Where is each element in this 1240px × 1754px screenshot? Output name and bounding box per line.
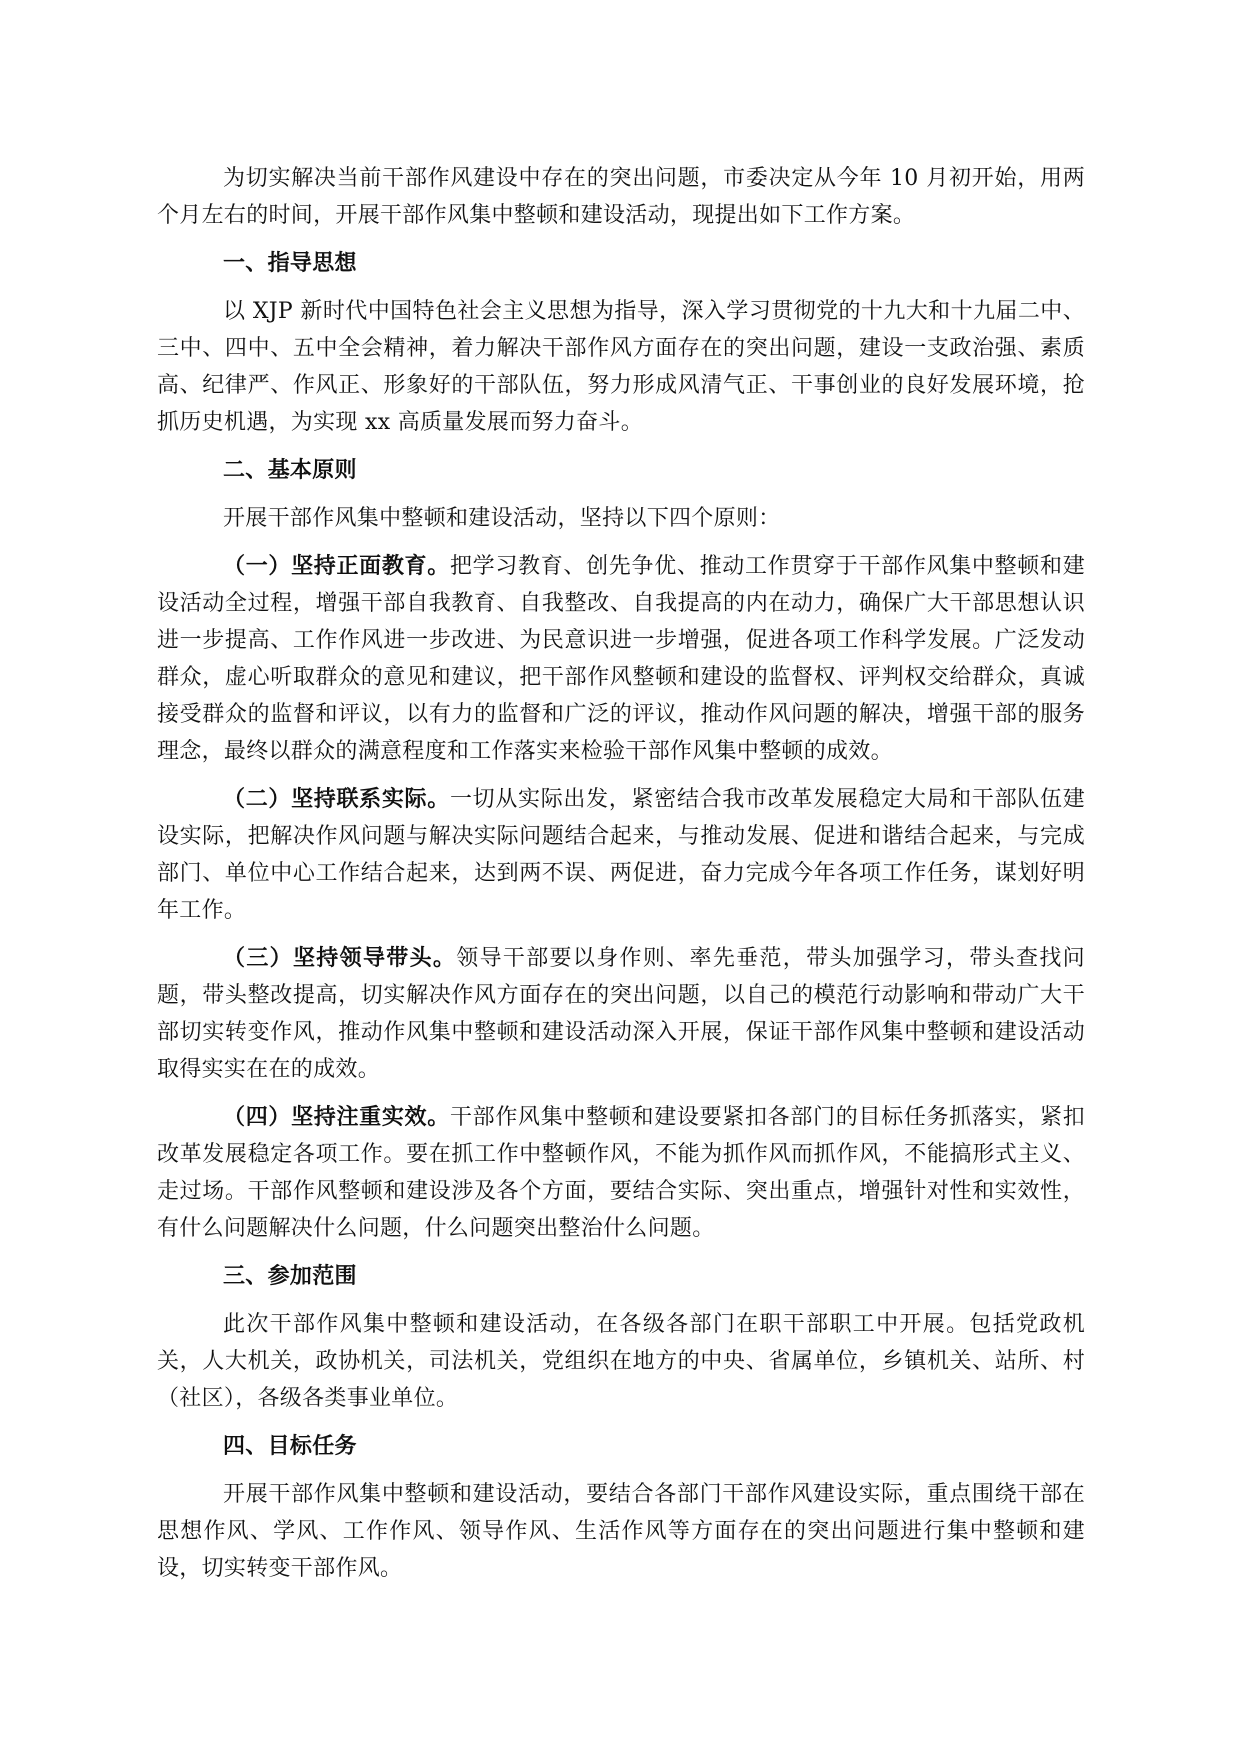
section-heading-objectives: 四、目标任务: [223, 1433, 357, 1459]
principle-2-body: 一切从实际出发，紧密结合我市改革发展稳定大局和干部队伍建设实际，把解决作风问题与解决实际问题结合起来，与推动发展、促进和谐结合起来，与完成部门、单位中心工作结合起来，达到两不误、两促进，奋力完成今年各项工作任务，谋划好明年工作。: [157, 787, 1085, 923]
basic-principles-intro: 开展干部作风集中整顿和建设活动，坚持以下四个原则：: [223, 506, 781, 531]
principle-1-lead: （一）坚持正面教育。: [223, 553, 450, 579]
document-page: [157, 160, 1085, 1587]
principle-4-lead: （四）坚持注重实效。: [223, 1104, 450, 1130]
principle-2-lead: （二）坚持联系实际。: [223, 786, 450, 812]
principle-3-body: 领导干部要以身作则、率先垂范，带头加强学习，带头查找问题，带头整改提高，切实解决作风方面存在的突出问题，以自己的模范行动影响和带动广大干部切实转变作风，推动作风集中整顿和建设活动深入开展，保证干部作风集中整顿和建设活动取得实实在在的成效。: [157, 946, 1085, 1082]
section-heading-basic-principles: 二、基本原则: [223, 457, 357, 483]
principle-4-body: 干部作风集中整顿和建设要紧扣各部门的目标任务抓落实，紧扣改革发展稳定各项工作。要在抓工作中整顿作风，不能为抓作风而抓作风，不能搞形式主义、走过场。干部作风整顿和建设涉及各个方面，要结合实际、突出重点，增强针对性和实效性，有什么问题解决什么问题，什么问题突出整治什么问题。: [157, 1105, 1085, 1241]
guiding-ideology-paragraph: 以 XJP 新时代中国特色社会主义思想为指导，深入学习贯彻党的十九大和十九届二中、三中、四中、五中全会精神，着力解决干部作风方面存在的突出问题，建设一支政治强、素质高、纪律严、作风正、形象好的干部队伍，努力形成风清气正、干事创业的良好发展环境，抢抓历史机遇，为实现 xx 高质量发展而努力奋斗。: [157, 299, 1085, 435]
objectives-paragraph: 开展干部作风集中整顿和建设活动，要结合各部门干部作风建设实际，重点围绕干部在思想作风、学风、工作作风、领导作风、生活作风等方面存在的突出问题进行集中整顿和建设，切实转变干部作风。: [157, 1482, 1085, 1581]
principle-paragraph-1: [157, 548, 1085, 770]
scope-paragraph: 此次干部作风集中整顿和建设活动，在各级各部门在职干部职工中开展。包括党政机关，人大机关，政协机关，司法机关，党组织在地方的中央、省属单位，乡镇机关、站所、村（社区），各级各类事业单位。: [157, 1312, 1085, 1411]
principle-paragraph-3: [157, 940, 1085, 1088]
section-heading-scope: 三、参加范围: [223, 1263, 357, 1289]
principle-1-body: 把学习教育、创先争优、推动工作贯穿于干部作风集中整顿和建设活动全过程，增强干部自我教育、自我整改、自我提高的内在动力，确保广大干部思想认识进一步提高、工作作风进一步改进、为民意识进一步增强，促进各项工作科学发展。广泛发动群众，虚心听取群众的意见和建议，把干部作风整顿和建设的监督权、评判权交给群众，真诚接受群众的监督和评议，以有力的监督和广泛的评议，推动作风问题的解决，增强干部的服务理念，最终以群众的满意程度和工作落实来检验干部作风集中整顿的成效。: [157, 554, 1085, 764]
principle-paragraph-2: [157, 781, 1085, 929]
intro-paragraph: 为切实解决当前干部作风建设中存在的突出问题，市委决定从今年 10 月初开始，用两个月左右的时间，开展干部作风集中整顿和建设活动，现提出如下工作方案。: [157, 166, 1085, 228]
principle-paragraph-4: [157, 1099, 1085, 1247]
principle-3-lead: （三）坚持领导带头。: [223, 945, 457, 971]
section-heading-guiding-ideology: 一、指导思想: [223, 250, 357, 276]
